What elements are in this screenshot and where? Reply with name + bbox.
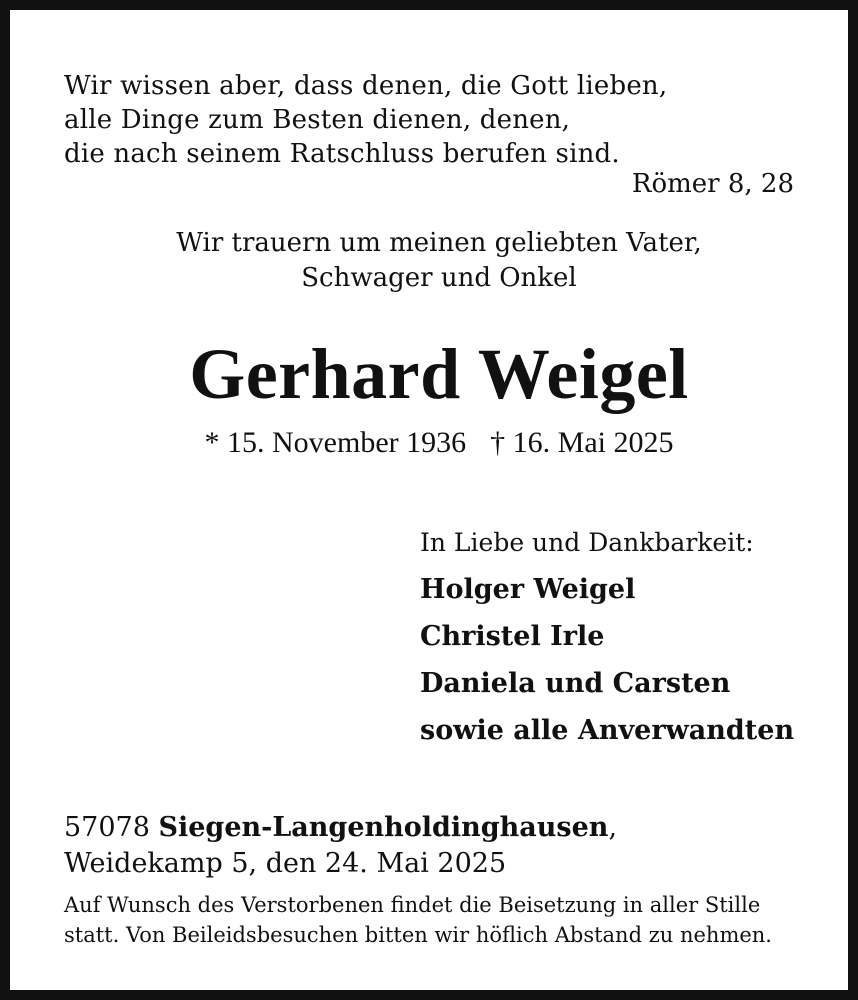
deceased-name: Gerhard Weigel xyxy=(189,334,689,414)
mourner-name-4: sowie alle Anverwandten xyxy=(420,715,795,746)
city-suffix: , xyxy=(608,812,618,843)
life-dates xyxy=(10,424,858,462)
intro-line-1: Wir trauern um meinen geliebten Vater, xyxy=(176,228,702,258)
verse-line-2: alle Dinge zum Besten dienen, denen, xyxy=(64,105,571,135)
intro-line-2: Schwager und Onkel xyxy=(301,263,577,293)
postal-code: 57078 xyxy=(64,812,150,843)
verse-line-1: Wir wissen aber, dass denen, die Gott lieben, xyxy=(64,71,668,101)
note-line-2: statt. Von Beileidsbesuchen bitten wir höflich Abstand zu nehmen. xyxy=(64,923,772,947)
mourner-name-2: Christel Irle xyxy=(420,621,605,652)
address-line-1 xyxy=(64,810,617,846)
thanks-heading: In Liebe und Dankbarkeit: xyxy=(420,528,754,557)
death-date: † 16. Mai 2025 xyxy=(490,426,674,459)
mourner-name-3: Daniela und Carsten xyxy=(420,668,731,699)
address-line-2: Weidekamp 5, den 24. Mai 2025 xyxy=(64,848,507,879)
verse-reference: Römer 8, 28 xyxy=(631,169,794,199)
city-name: Siegen-Langenholdinghausen xyxy=(158,812,609,843)
verse-line-3: die nach seinem Ratschluss berufen sind. xyxy=(64,139,620,169)
birth-date: * 15. November 1936 xyxy=(204,426,467,459)
mourner-name-1: Holger Weigel xyxy=(420,574,636,605)
note-line-1: Auf Wunsch des Verstorbenen findet die Beisetzung in aller Stille xyxy=(64,893,761,917)
